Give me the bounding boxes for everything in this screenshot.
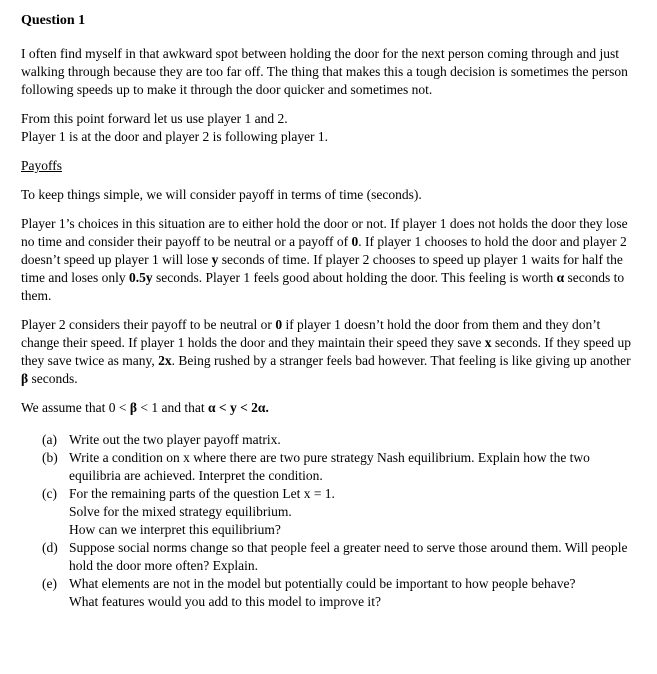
p1-y: y [211,252,219,267]
part-text: Write out the two player payoff matrix. [69,432,281,447]
question-parts-list [42,431,639,611]
payoffs-heading: Payoffs [21,158,63,173]
p1-text-a: Player 1’s choices in this situation are to either hold the door or not. If player 1 does not holds the door they lose no time and consider their payoff to be neutral or a payoff of [21,216,628,249]
intro-paragraph: I often find myself in that awkward spot between holding the door for the next person coming through and just walking through because they are too far off. The thing that makes this a tough decision is sometimes the person following speeds up to make it through the door quicker and sometimes not. [21,46,628,97]
part-text: Write a condition on x where there are two pure strategy Nash equilibrium. Explain how the two equilibria are achieved. Interpret the condition. [69,450,590,483]
player1-paragraph [21,215,639,305]
p2-text-d: . Being rushed by a stranger feels bad however. That feeling is like giving up another [171,353,631,368]
p2-x: x [484,335,492,350]
part-line: How can we interpret this equilibrium? [69,522,281,537]
list-item [42,539,639,575]
part-text: Suppose social norms change so that people feel a greater need to serve those around them. Will people hold the door more often? Explain. [69,540,628,573]
p2-beta: β [21,371,29,386]
part-line: For the remaining parts of the question Let x = 1. [69,486,335,501]
simple-paragraph: To keep things simple, we will consider payoff in terms of time (seconds). [21,187,422,202]
p2-two-x: 2x [158,353,172,368]
part-line: Solve for the mixed strategy equilibrium. [69,504,292,519]
p2-text-b: if player 1 doesn’t hold the door from them and they don’t change their speed. If player 1 holds the door and they maintain their speed they save [21,317,601,350]
p1-text-d: seconds. Player 1 feels good about holding the door. This feeling is worth [152,270,557,285]
p2-text-a: Player 2 considers their payoff to be neutral or [21,317,276,332]
assume-beta: β [129,400,138,415]
part-label: (b) [42,450,58,465]
p1-text-e: seconds to them. [21,270,625,303]
part-text [69,575,639,611]
list-item [42,449,639,485]
assume-condition: α < y < 2α. [208,400,269,415]
players-line-2: Player 1 is at the door and player 2 is following player 1. [21,129,329,144]
part-line: What elements are not in the model but potentially could be important to how people behave? [69,576,576,591]
list-item [42,431,639,449]
part-text [69,485,639,539]
part-label: (c) [42,486,57,501]
question-title: Question 1 [21,13,86,28]
p2-text-c: seconds. If they speed up they save twice as many, [21,335,631,368]
p2-text-e: seconds. [28,371,78,386]
players-line-1: From this point forward let us use player 1 and 2. [21,111,288,126]
p1-text-c: seconds of time. If player 2 chooses to speed up player 1 waits for half the time and loses only [21,252,623,285]
player2-paragraph [21,316,639,388]
list-item [42,485,639,539]
assumption-paragraph [21,399,639,417]
part-label: (e) [42,576,57,591]
part-label: (a) [42,432,57,447]
p1-text-b: . If player 1 chooses to hold the door and player 2 doesn’t speed up player 1 will lose [21,234,627,267]
assume-text-b: < 1 and that [137,400,208,415]
p1-alpha: α [556,270,565,285]
part-label: (d) [42,540,58,555]
assume-text-a: We assume that 0 < [21,400,130,415]
players-paragraph [21,110,639,146]
part-line: What features would you add to this model to improve it? [69,594,381,609]
p1-half-y: 0.5y [129,270,153,285]
p2-zero: 0 [275,317,283,332]
list-item [42,575,639,611]
p1-zero: 0 [351,234,359,249]
